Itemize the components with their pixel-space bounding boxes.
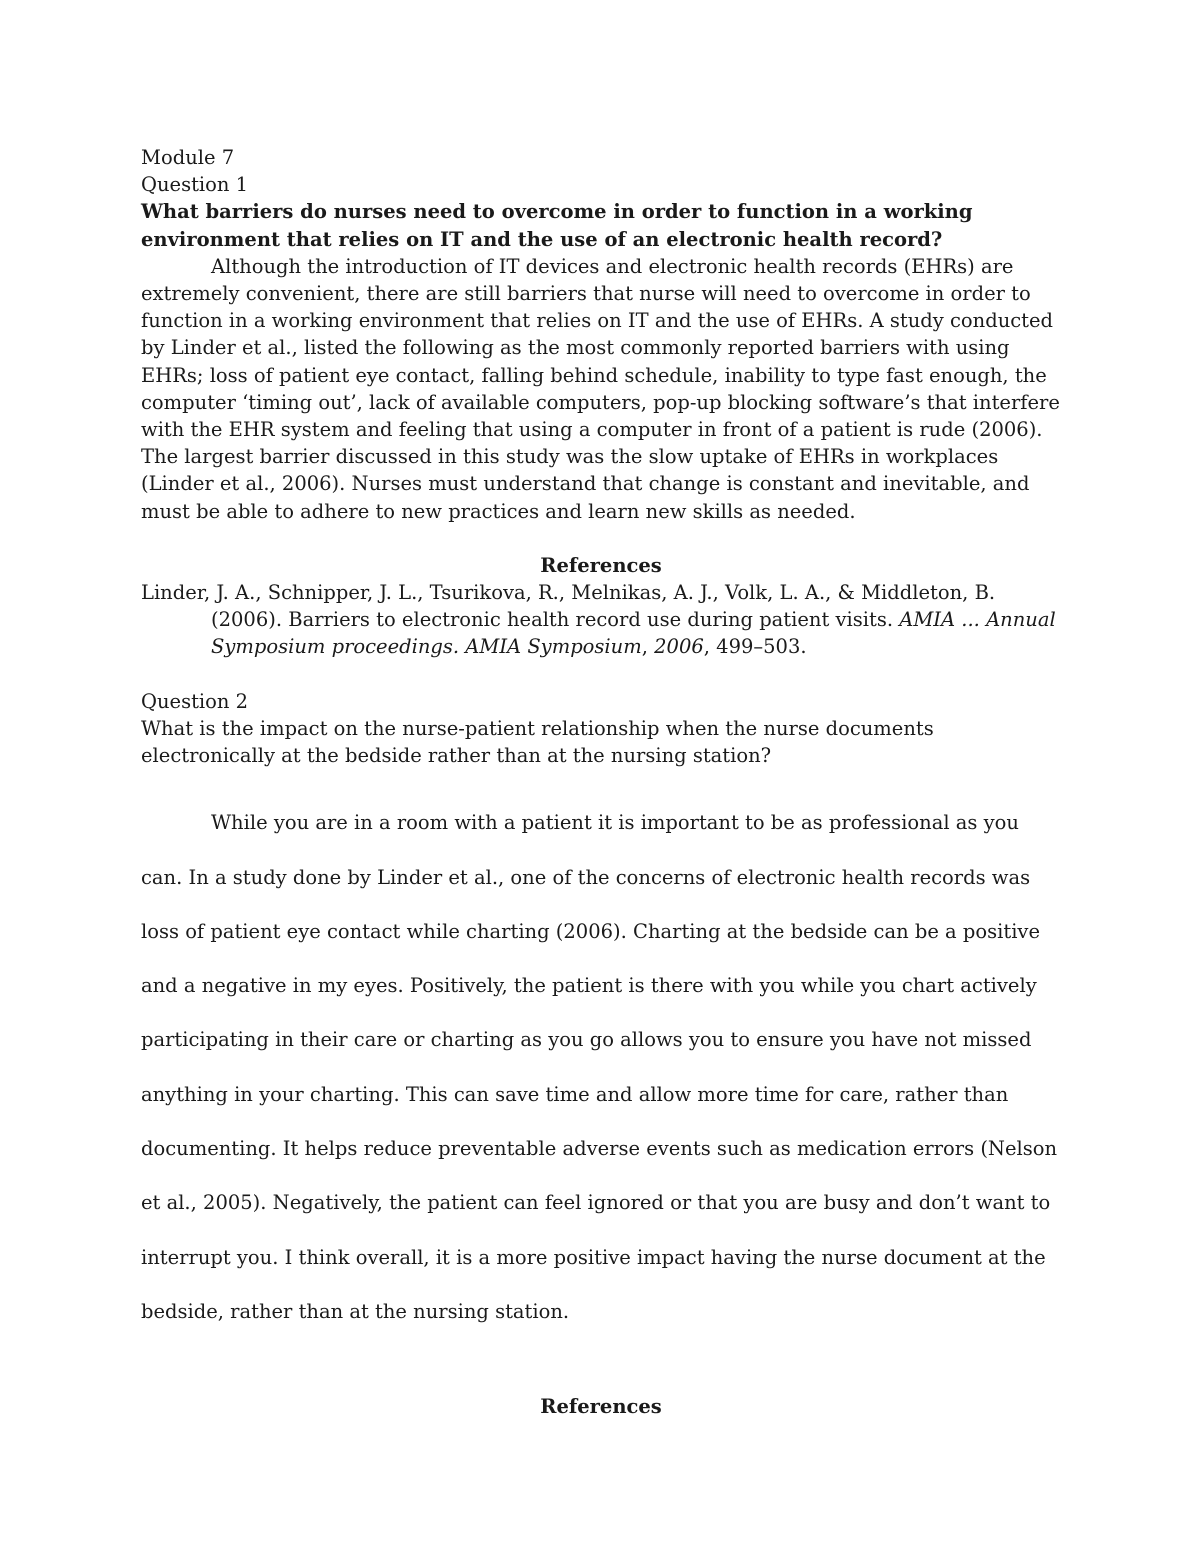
reference-entry: [141, 579, 1061, 661]
spacer: [141, 661, 1061, 688]
module-title: Module 7: [141, 146, 235, 169]
question-1-label: Question 1: [141, 173, 249, 197]
reference-comma: ,: [641, 635, 655, 659]
question-2-prompt: What is the impact on the nurse-patient relationship when the nurse documents electronically at the bedside rather than at the nursing station?: [141, 716, 934, 768]
spacer: [141, 525, 1061, 552]
references-heading-1: References: [540, 553, 662, 577]
spacer: [141, 769, 1061, 796]
spacer: [141, 1339, 1061, 1393]
question-2-label: Question 2: [141, 689, 249, 713]
references-heading-2: References: [540, 1395, 662, 1419]
reference-journal: AMIA ... Annual Symposium proceedings. AMIA Symposium: [211, 608, 1056, 659]
reference-authors-title: Linder, J. A., Schnipper, J. L., Tsurikova, R., Melnikas, A. J., Volk, L. A., & Middleton, B. (2006). Barriers to electronic health record use during patient visits.: [141, 581, 996, 632]
question-1-prompt: What barriers do nurses need to overcome in order to function in a working environment that relies on IT and the use of an electronic health record?: [141, 200, 973, 251]
question-1-answer: Although the introduction of IT devices and electronic health records (EHRs) are extremely convenient, there are still barriers that nurse will need to overcome in order to function in a working environment that relies on IT and the use of EHRs. A study conducted by Linder et al., listed the following as the most commonly reported barriers with using EHRs; loss of patient eye contact, falling behind schedule, inability to type fast enough, the computer ‘timing out’, lack of available computers, pop-up blocking software’s that interfere with the EHR system and feeling that using a computer in front of a patient is rude (2006). The largest barrier discussed in this study was the slow uptake of EHRs in workplaces (Linder et al., 2006). Nurses must understand that change is constant and inevitable, and must be able to adhere to new practices and learn new skills as needed.: [141, 254, 1060, 523]
document-page: [141, 144, 1061, 1420]
reference-pages: , 499–503.: [703, 635, 807, 659]
question-2-answer: While you are in a room with a patient it is important to be as professional as you can. In a study done by Linder et al., one of the concerns of electronic health records was loss of patient eye contact while charting (2006). Charting at the bedside can be a positive and a negative in my eyes. Positively, the patient is there with you while you chart actively participating in their care or charting as you go allows you to ensure you have not missed anything in your charting. This can save time and allow more time for care, rather than documenting. It helps reduce preventable adverse events such as medication errors (Nelson et al., 2005). Negatively, the patient can feel ignored or that you are busy and don’t want to interrupt you. I think overall, it is a more positive impact having the nurse document at the bedside, rather than at the nursing station.: [141, 811, 1058, 1323]
reference-volume: 2006: [654, 635, 704, 659]
